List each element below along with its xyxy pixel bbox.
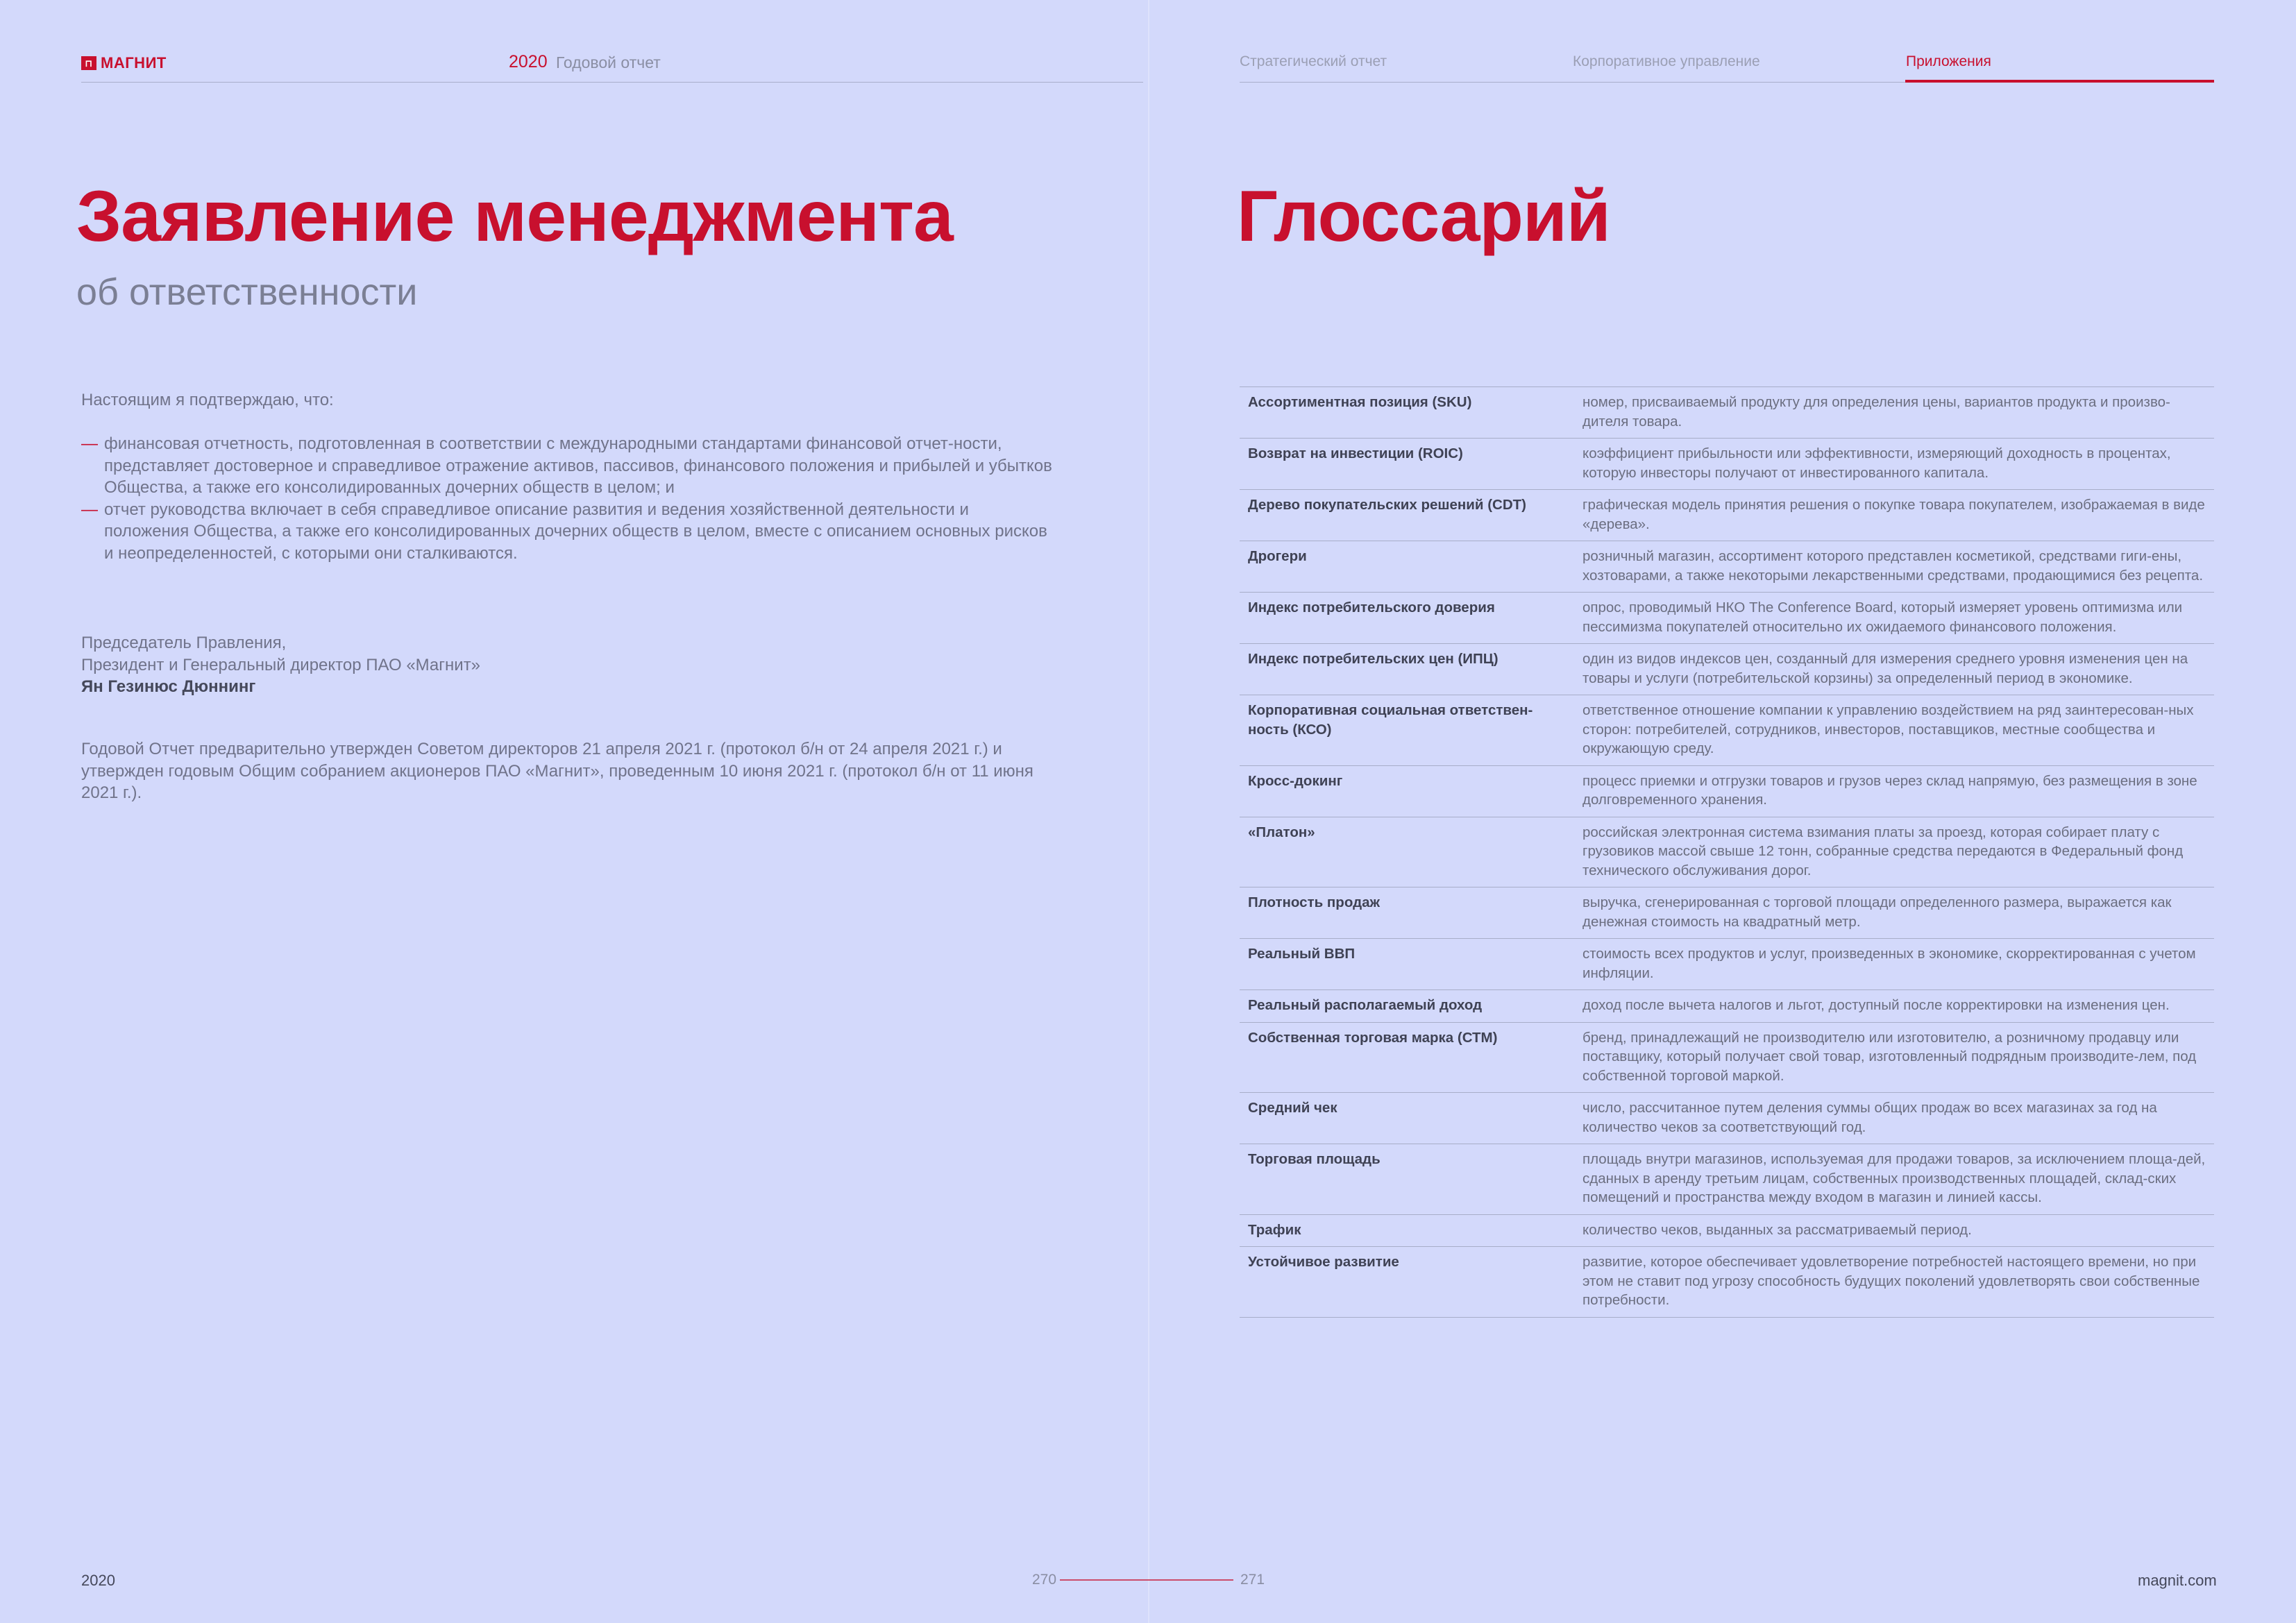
company-logo[interactable] [81,54,167,72]
glossary-term: Торговая площадь [1240,1144,1566,1215]
glossary-term: Плотность продаж [1240,887,1566,939]
table-row [1240,593,2214,644]
nav-tab-appendices[interactable]: Приложения [1906,53,1991,69]
glossary-term: Корпоративная социальная ответствен-ность (КСО) [1240,695,1566,766]
table-row [1240,765,2214,817]
glossary-definition: число, рассчитанное путем деления суммы общих продаж во всех магазинах за год на количество чеков за соответствующий год. [1566,1093,2214,1144]
table-row [1240,1093,2214,1144]
glossary-term: Реальный располагаемый доход [1240,990,1566,1023]
glossary-term: Дрогери [1240,541,1566,593]
glossary-term: Дерево покупательских решений (CDT) [1240,490,1566,541]
glossary-definition: один из видов индексов цен, созданный для измерения среднего уровня изменения цен на товары и услуги (потребительской корзины) за определенный период в экономике. [1566,644,2214,695]
glossary-term: Реальный ВВП [1240,939,1566,990]
glossary-term: Индекс потребительских цен (ИПЦ) [1240,644,1566,695]
glossary-definition: доход после вычета налогов и льгот, доступный после корректировки на изменения цен. [1566,990,2214,1023]
glossary-term: Ассортиментная позиция (SKU) [1240,387,1566,439]
table-row [1240,990,2214,1023]
page-number-right: 271 [1240,1572,1265,1588]
footer-year: 2020 [81,1572,115,1589]
glossary-term: Возврат на инвестиции (ROIC) [1240,439,1566,490]
signatory-role: Председатель Правления, [81,634,287,652]
approval-text: Годовой Отчет предварительно утвержден Советом директоров 21 апреля 2021 г. (протокол б/н от 24 апреля 2021 г.) и утвержден годовым Общим собранием акционеров ПАО «Магнит», проведенным 10 июня 2021 г. (протокол б/н от 11 июня 2021 г.). [81,740,1033,802]
nav-tab-corporate-governance[interactable]: Корпоративное управление [1573,53,1760,69]
bullet-text: финансовая отчетность, подготовленная в соответствии с международными стандартами финансовой отчет-ности, представляет достоверное и справедливое отражение активов, пассивов, финансового положения и прибылей и убытков Общества, а также его консолидированных дочерних обществ в целом; и [104,434,1052,497]
glossary-definition: розничный магазин, ассортимент которого представлен косметикой, средствами гиги-ены, хозтоварами, а также некоторыми лекарственными средствами, продающимися без рецепта. [1566,541,2214,593]
page-number-left: 270 [1032,1572,1057,1588]
glossary-term: Индекс потребительского доверия [1240,593,1566,644]
table-row [1240,817,2214,887]
page-subtitle: об ответственности [76,271,418,313]
glossary-term: Кросс-докинг [1240,765,1566,817]
logo-text: МАГНИТ [101,54,167,71]
glossary-table [1240,386,2214,1318]
table-row [1240,695,2214,766]
dash-bullet-icon: — [81,434,98,453]
table-row [1240,1144,2214,1215]
statement-bullet-list [81,433,1053,564]
active-tab-indicator [1905,80,2214,83]
table-row [1240,1214,2214,1247]
glossary-definition: графическая модель принятия решения о покупке товара покупателем, изображаемая в виде «дерева». [1566,490,2214,541]
table-row [1240,439,2214,490]
glossary-definition: процесс приемки и отгрузки товаров и грузов через склад напрямую, без размещения в зоне долговременного хранения. [1566,765,2214,817]
signatory-position: Президент и Генеральный директор ПАО «Магнит» [81,655,481,674]
footer-website-link[interactable]: magnit.com [2138,1572,2217,1589]
glossary-definition: номер, присваиваемый продукту для определения цены, вариантов продукта и произво-дителя товара. [1566,387,2214,439]
glossary-term: Собственная торговая марка (СТМ) [1240,1022,1566,1093]
table-row [1240,387,2214,439]
glossary-definition: развитие, которое обеспечивает удовлетворение потребностей настоящего времени, но при этом не ставит под угрозу способность будущих поколений удовлетворять свои собственные потребности. [1566,1247,2214,1318]
glossary-definition: ответственное отношение компании к управлению воздействием на ряд заинтересован-ных сторон: потребителей, сотрудников, инвесторов, поставщиков, местные сообщества и окружающую среду. [1566,695,2214,766]
glossary-definition: коэффициент прибыльности или эффективности, измеряющий доходность в процентах, которую инвесторы получают от инвестированного капитала. [1566,439,2214,490]
table-row [1240,1247,2214,1318]
glossary-definition: количество чеков, выданных за рассматриваемый период. [1566,1214,2214,1247]
approval-note [81,738,1053,804]
table-row [1240,644,2214,695]
table-row [1240,939,2214,990]
glossary-definition: выручка, сгенерированная с торговой площади определенного размера, выражается как денежная стоимость на квадратный метр. [1566,887,2214,939]
spread-fold [1148,0,1149,1623]
list-item [81,499,1053,565]
statement-intro: Настоящим я подтверждаю, что: [81,391,334,409]
glossary-term: Устойчивое развитие [1240,1247,1566,1318]
glossary-definition: стоимость всех продуктов и услуг, произведенных в экономике, скорректированная с учетом инфляции. [1566,939,2214,990]
table-row [1240,541,2214,593]
glossary-term: «Платон» [1240,817,1566,887]
header-year: 2020 [509,52,548,71]
table-row [1240,490,2214,541]
nav-tab-strategic-report[interactable]: Стратегический отчет [1240,53,1387,69]
signature-block [81,632,480,698]
statement-body [81,389,1053,564]
dash-bullet-icon: — [81,500,98,519]
list-item [81,433,1053,499]
signatory-name: Ян Гезинюс Дюннинг [81,677,256,696]
header-divider-left [81,82,1143,83]
glossary-definition: площадь внутри магазинов, используемая для продажи товаров, за исключением площа-дей, сданных в аренду третьим лицам, собственных производственных площадей, склад-ских помещений и пространства между входом в магазин и линией кассы. [1566,1144,2214,1215]
glossary-definition: российская электронная система взимания платы за проезд, которая собирает плату с грузовиков массой свыше 12 тонн, собранные средства передаются в Федеральный фонд технического обслуживания дорог. [1566,817,2214,887]
page-number-divider [1060,1579,1233,1581]
table-row [1240,1022,2214,1093]
magnet-logo-icon: ⊓ [81,56,96,70]
glossary-term: Средний чек [1240,1093,1566,1144]
header-report-title: Годовой отчет [556,53,661,71]
glossary-definition: бренд, принадлежащий не производителю или изготовителю, а розничному продавцу или поставщику, который получает свой товар, изготовленный подрядным производите-лем, под собственной торговой маркой. [1566,1022,2214,1093]
table-row [1240,887,2214,939]
glossary-definition: опрос, проводимый НКО The Conference Board, который измеряет уровень оптимизма или пессимизма покупателей относительно их ожидаемого финансового положения. [1566,593,2214,644]
page-title-glossary: Глоссарий [1237,176,1610,257]
bullet-text: отчет руководства включает в себя справедливое описание развития и ведения хозяйственной деятельности и положения Общества, а также его консолидированных дочерних обществ в целом, вместе с описанием основных рисков и неопределенностей, с которыми они сталкиваются. [104,500,1047,563]
glossary-term: Трафик [1240,1214,1566,1247]
page-title-management-statement: Заявление менеджмента [76,176,953,257]
